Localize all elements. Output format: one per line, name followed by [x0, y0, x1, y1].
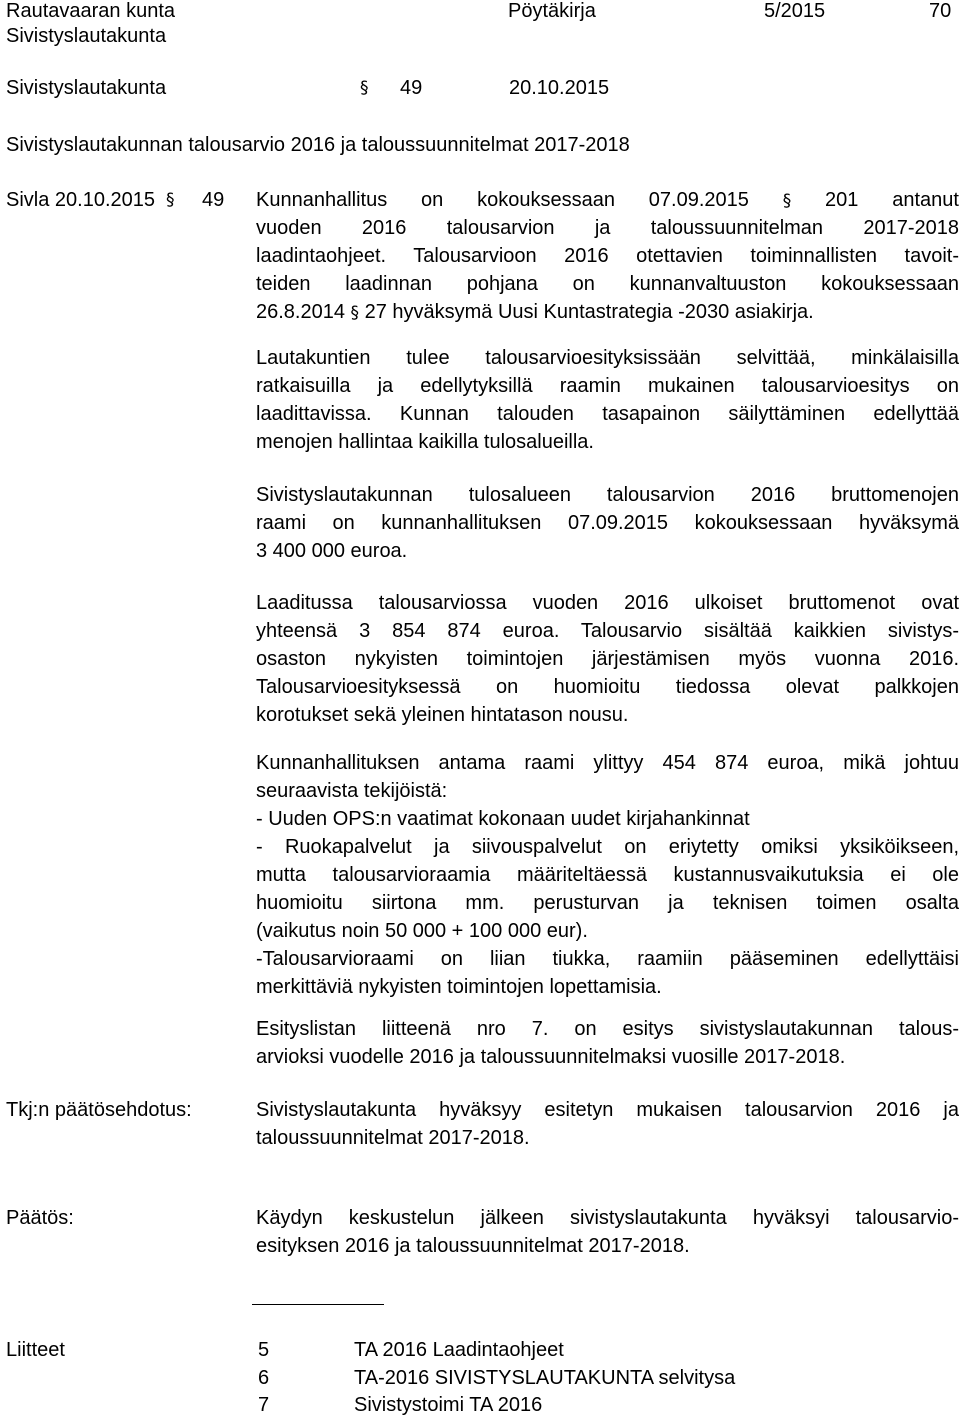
paragraph-line: Kunnanhallituksen antama raami ylittyy 454 874 euroa, mikä johtuu	[256, 752, 959, 774]
paragraph-line: korotukset sekä yleinen hintatason nousu.	[256, 704, 629, 726]
paragraph-5	[256, 749, 959, 1001]
header-municipality: Rautavaaran kunta	[6, 0, 176, 22]
attachment-link[interactable]: Sivistystoimi TA 2016	[354, 1394, 543, 1416]
attachment-link[interactable]: TA-2016 SIVISTYSLAUTAKUNTA selvitysa	[354, 1367, 736, 1389]
attachment-number: 7	[258, 1394, 270, 1416]
header-doc-number: 5/2015	[764, 0, 826, 22]
section-symbol: §	[350, 303, 360, 323]
paragraph-line: teiden laadinnan pohjana on kunnanvaltuuston kokouksessaan	[256, 273, 959, 295]
line-part: 26.8.2014	[256, 301, 351, 323]
meeting-committee: Sivistyslautakunta	[6, 77, 167, 99]
paragraph-line: osaston nykyisten toimintojen järjestämisen myös vuonna 2016.	[256, 648, 959, 670]
meeting-section-number: 49	[400, 77, 423, 99]
paragraph-intro	[256, 186, 959, 326]
meeting-date: 20.10.2015	[509, 77, 610, 99]
paragraph-line: huomioitu siirtona mm. perusturvan ja teknisen toimen osalta	[256, 892, 959, 914]
paragraph-line: laadittavissa. Kunnan talouden tasapainon säilyttäminen edellyttää	[256, 403, 959, 425]
header-committee: Sivistyslautakunta	[6, 25, 167, 47]
paragraph-line: arvioksi vuodelle 2016 ja taloussuunnitelmaksi vuosille 2017-2018.	[256, 1046, 846, 1068]
paragraph-4	[256, 589, 959, 729]
paragraph-6	[256, 1015, 959, 1071]
paragraph-line: laadintaohjeet. Talousarvioon 2016 otettavien toiminnallisten tavoit-	[256, 245, 959, 267]
header-page-number: 70	[929, 0, 952, 22]
reference-section-number: 49	[202, 189, 225, 211]
paragraph-line	[256, 186, 959, 214]
header-doc-type: Pöytäkirja	[508, 0, 596, 22]
attachment-number: 6	[258, 1367, 270, 1389]
decision-label: Päätös:	[6, 1207, 74, 1229]
paragraph-line: 3 400 000 euroa.	[256, 540, 408, 562]
proposal-text	[256, 1096, 959, 1152]
paragraph-line: ratkaisuilla ja edellytyksillä raamin mukainen talousarvioesitys on	[256, 375, 959, 397]
paragraph-line: esityksen 2016 ja taloussuunnitelmat 2017-2018.	[256, 1235, 690, 1257]
proposal-label: Tkj:n päätösehdotus:	[6, 1099, 192, 1121]
paragraph-2	[256, 344, 959, 456]
attachments-label: Liitteet	[6, 1339, 65, 1361]
paragraph-line: - Ruokapalvelut ja siivouspalvelut on eriytetty omiksi yksiköikseen,	[256, 836, 959, 858]
paragraph-line: Talousarvioesityksessä on huomioitu tiedossa olevat palkkojen	[256, 676, 959, 698]
paragraph-line: Esityslistan liitteenä nro 7. on esitys sivistyslautakunnan talous-	[256, 1018, 959, 1040]
paragraph-line: seuraavista tekijöistä:	[256, 780, 448, 802]
paragraph-line: vuoden 2016 talousarvion ja taloussuunnitelman 2017-2018	[256, 217, 959, 239]
paragraph-line: menojen hallintaa kaikilla tulosalueilla.	[256, 431, 594, 453]
line-part: 27 hyväksymä Uusi Kuntastrategia -2030 asiakirja.	[359, 301, 814, 323]
paragraph-line: Sivistyslautakunta hyväksyy esitetyn mukaisen talousarvion 2016 ja	[256, 1099, 959, 1121]
reference-label: Sivla 20.10.2015	[6, 189, 156, 211]
decision-text	[256, 1204, 959, 1260]
separator-line	[252, 1304, 384, 1305]
attachment-number: 5	[258, 1339, 270, 1361]
paragraph-line: merkittäviä nykyisten toimintojen lopettamisia.	[256, 976, 662, 998]
line-part: Kunnanhallitus on kokouksessaan 07.09.2015	[256, 189, 783, 211]
paragraph-line: Käydyn keskustelun jälkeen sivistyslautakunta hyväksyi talousarvio-	[256, 1207, 959, 1229]
paragraph-line: taloussuunnitelmat 2017-2018.	[256, 1127, 530, 1149]
section-symbol: §	[166, 190, 175, 210]
paragraph-3	[256, 481, 959, 565]
paragraph-line: Laaditussa talousarviossa vuoden 2016 ulkoiset bruttomenot ovat	[256, 592, 959, 614]
paragraph-line: yhteensä 3 854 874 euroa. Talousarvio sisältää kaikkien sivistys-	[256, 620, 959, 642]
section-symbol: §	[782, 191, 792, 211]
paragraph-line: raami on kunnanhallituksen 07.09.2015 kokouksessaan hyväksymä	[256, 512, 959, 534]
paragraph-line: Sivistyslautakunnan tulosalueen talousarvion 2016 bruttomenojen	[256, 484, 959, 506]
paragraph-line: mutta talousarvioraamia määriteltäessä kustannusvaikutuksia ei ole	[256, 864, 959, 886]
paragraph-line: - Uuden OPS:n vaatimat kokonaan uudet kirjahankinnat	[256, 808, 750, 830]
line-part: 201 antanut	[791, 189, 959, 211]
paragraph-line: -Talousarvioraami on liian tiukka, raamiin pääseminen edellyttäisi	[256, 948, 959, 970]
section-symbol: §	[360, 78, 369, 98]
attachment-link[interactable]: TA 2016 Laadintaohjeet	[354, 1339, 564, 1361]
document-title: Sivistyslautakunnan talousarvio 2016 ja taloussuunnitelmat 2017-2018	[6, 134, 630, 156]
paragraph-line: (vaikutus noin 50 000 + 100 000 eur).	[256, 920, 588, 942]
paragraph-line	[256, 298, 959, 326]
paragraph-line: Lautakuntien tulee talousarvioesityksissään selvittää, minkälaisilla	[256, 347, 959, 369]
